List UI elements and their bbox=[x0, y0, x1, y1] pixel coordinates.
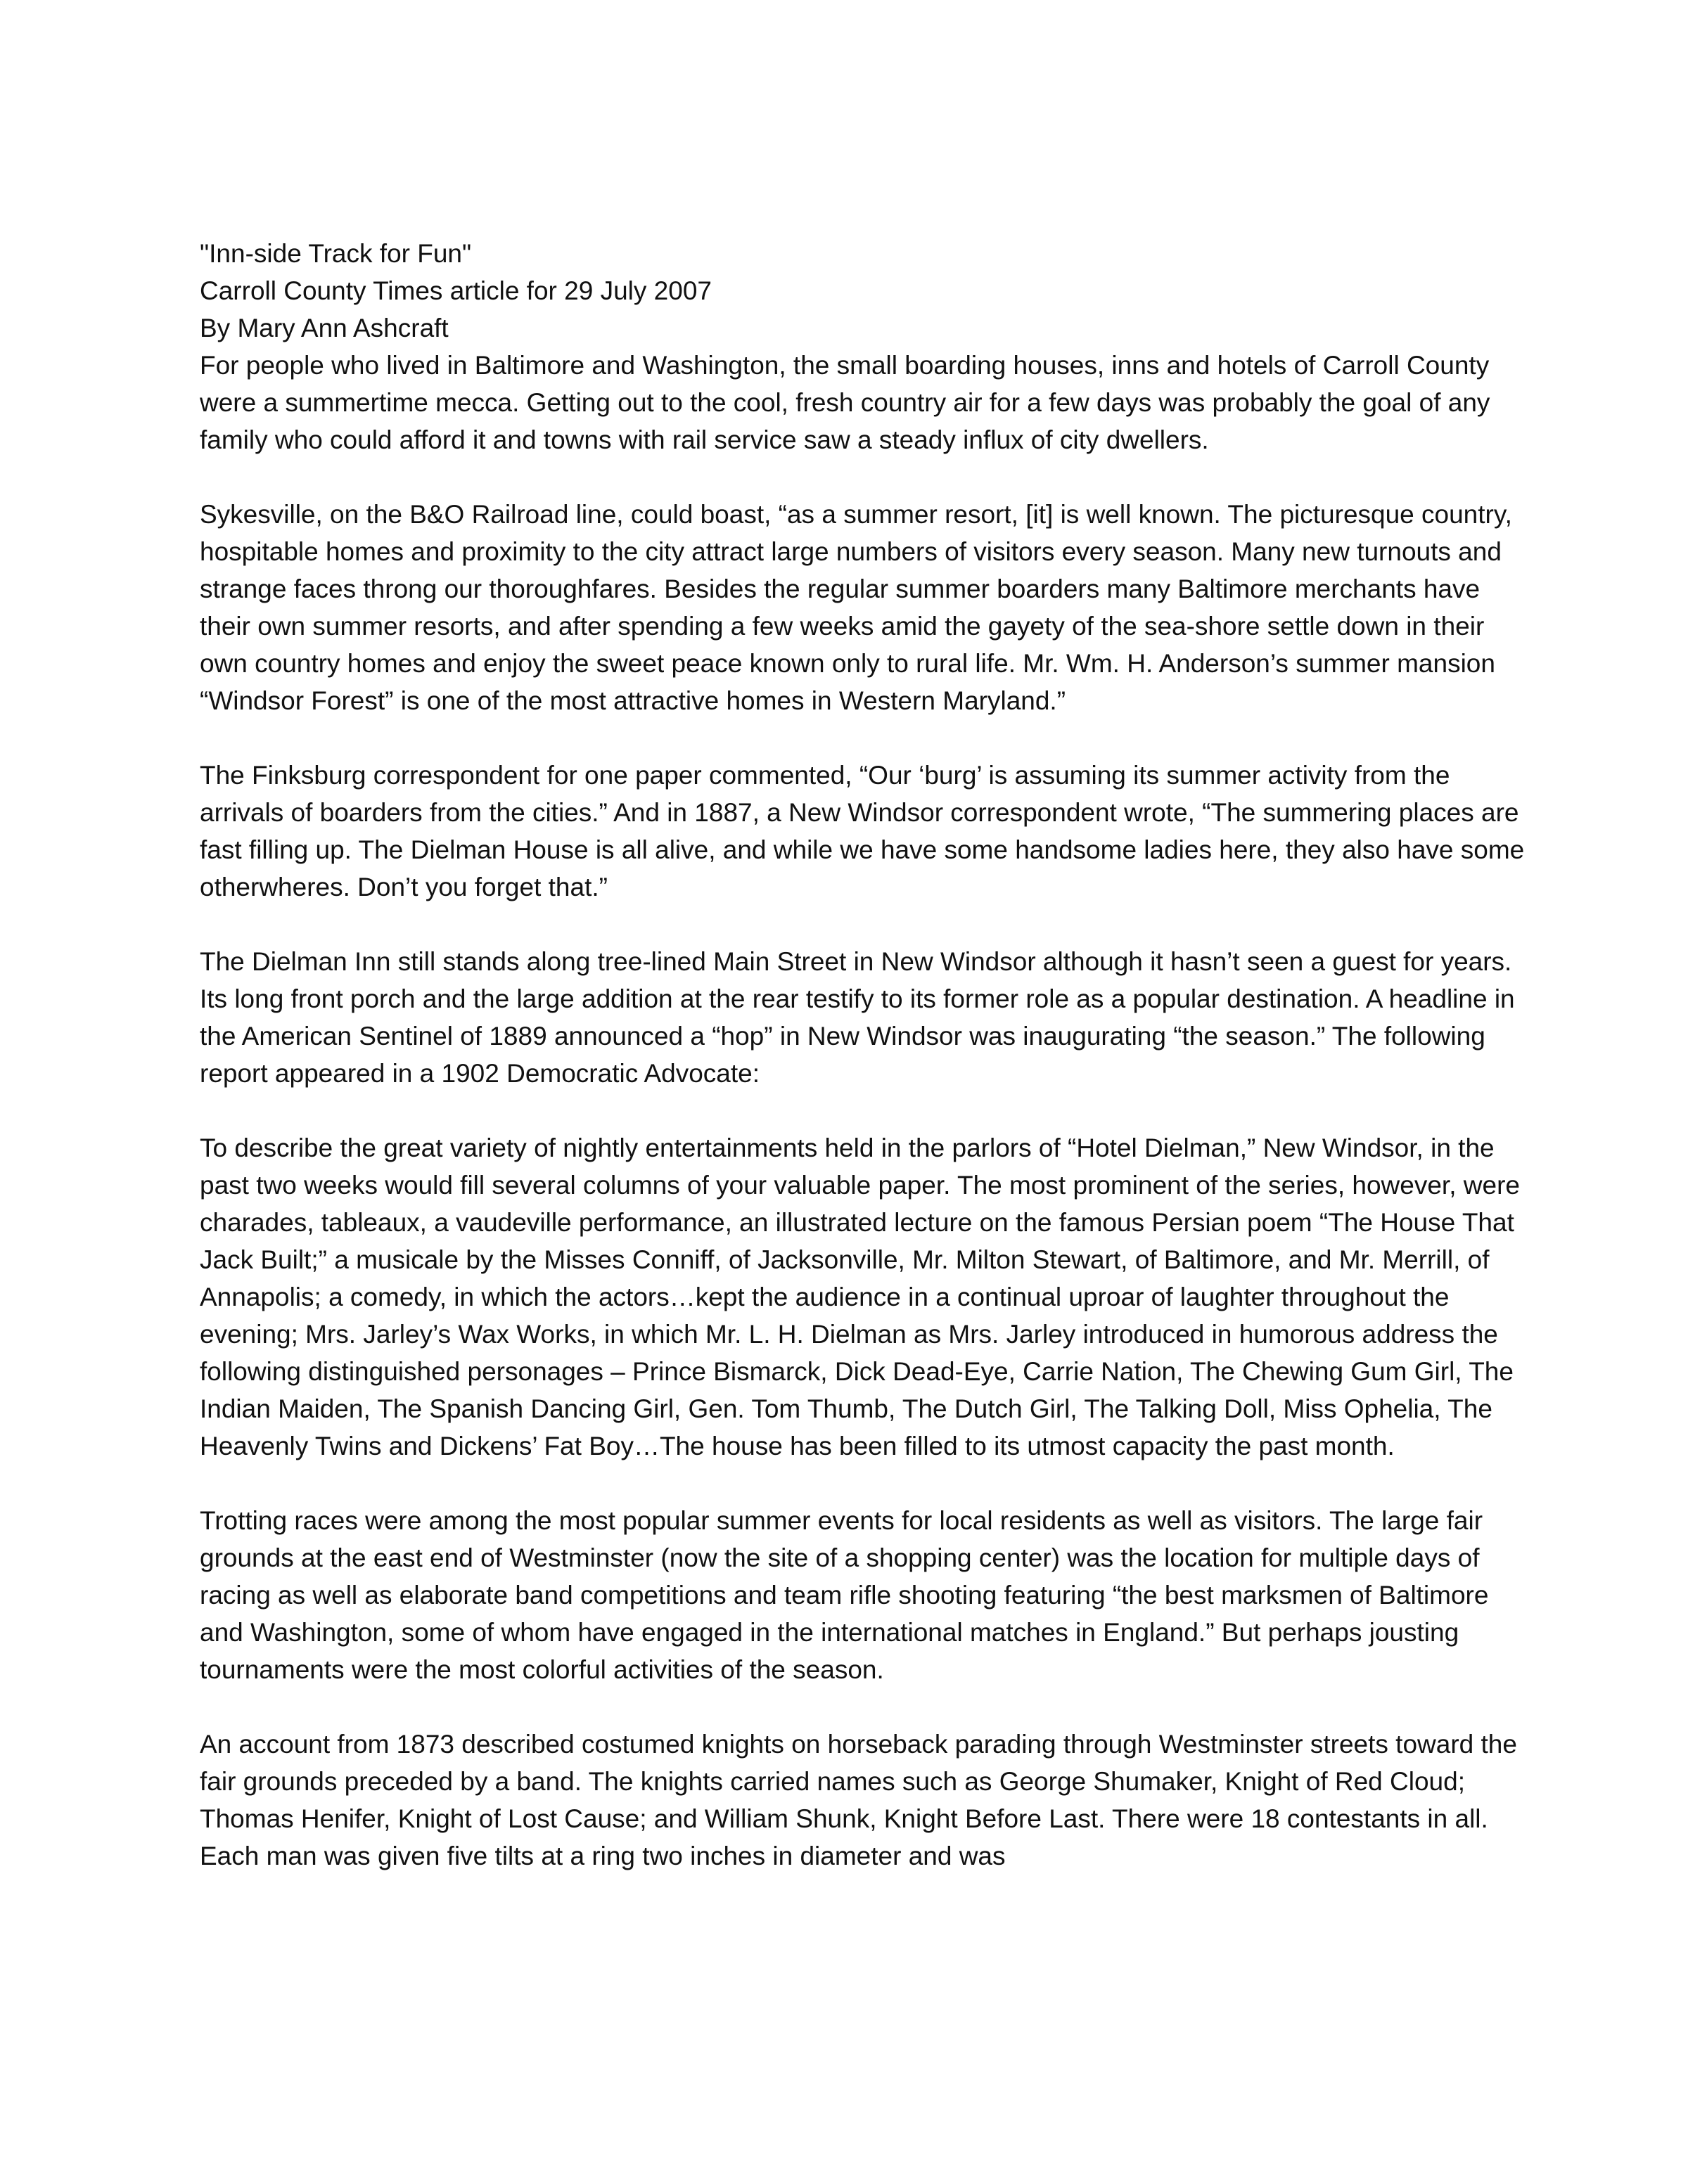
article-body bbox=[200, 235, 1536, 1875]
paragraph-dielman-inn: The Dielman Inn still stands along tree-lined Main Street in New Windsor although it hasn’t seen a guest for years. Its long front porch and the large addition at the rear testify to its former role as a popular destination. A headline in the American Sentinel of 1889 announced a “hop” in New Windsor was inaugurating “the season.” The following report appeared in a 1902 Democratic Advocate: bbox=[200, 947, 1515, 1088]
paragraph-jousting-account: An account from 1873 described costumed knights on horseback parading through Westminster streets toward the fair grounds preceded by a band. The knights carried names such as George Shumaker, Knight of Red Cloud; Thomas Henifer, Knight of Lost Cause; and William Shunk, Knight Before Last. There were 18 contestants in all. Each man was given five tilts at a ring two inches in diameter and was bbox=[200, 1730, 1517, 1870]
article-byline: By Mary Ann Ashcraft bbox=[200, 314, 449, 342]
paragraph-quoted-report: To describe the great variety of nightly entertainments held in the parlors of “Hotel Dielman,” New Windsor, in the past two weeks would fill several columns of your valuable paper. The most prominent of the series, however, were charades, tableaux, a vaudeville performance, an illustrated lecture on the famous Persian poem “The House That Jack Built;” a musicale by the Misses Conniff, of Jacksonville, Mr. Milton Stewart, of Baltimore, and Mr. Merrill, of Annapolis; a comedy, in which the actors…kept the audience in a continual uproar of laughter throughout the evening; Mrs. Jarley’s Wax Works, in which Mr. L. H. Dielman as Mrs. Jarley introduced in humorous address the following distinguished personages – Prince Bismarck, Dick Dead-Eye, Carrie Nation, The Chewing Gum Girl, The Indian Maiden, The Spanish Dancing Girl, Gen. Tom Thumb, The Dutch Girl, The Talking Doll, Miss Ophelia, The Heavenly Twins and Dickens’ Fat Boy…The house has been filled to its utmost capacity the past month. bbox=[200, 1133, 1520, 1460]
article-title: "Inn-side Track for Fun" bbox=[200, 239, 472, 268]
paragraph-finksburg: The Finksburg correspondent for one paper commented, “Our ‘burg’ is assuming its summer activity from the arrivals of boarders from the cities.” And in 1887, a New Windsor correspondent wrote, “The summering places are fast filling up. The Dielman House is all alive, and while we have some handsome ladies here, they also have some otherwheres. Don’t you forget that.” bbox=[200, 761, 1525, 901]
paragraph-trotting-races: Trotting races were among the most popular summer events for local residents as well as visitors. The large fair grounds at the east end of Westminster (now the site of a shopping center) was the location for multiple days of racing as well as elaborate band competitions and team rifle shooting featuring “the best marksmen of Baltimore and Washington, some of whom have engaged in the international matches in England.” But perhaps jousting tournaments were the most colorful activities of the season. bbox=[200, 1506, 1489, 1684]
paragraph-sykesville: Sykesville, on the B&O Railroad line, could boast, “as a summer resort, [it] is well known. The picturesque country, hospitable homes and proximity to the city attract large numbers of visitors every season. Many new turnouts and strange faces throng our thoroughfares. Besides the regular summer boarders many Baltimore merchants have their own summer resorts, and after spending a few weeks amid the gayety of the sea-shore settle down in their own country homes and enjoy the sweet peace known only to rural life. Mr. Wm. H. Anderson’s summer mansion “Windsor Forest” is one of the most attractive homes in Western Maryland.” bbox=[200, 500, 1512, 715]
article-source-line: Carroll County Times article for 29 July 2007 bbox=[200, 276, 712, 305]
paragraph-intro: For people who lived in Baltimore and Washington, the small boarding houses, inns and hotels of Carroll County were a summertime mecca. Getting out to the cool, fresh country air for a few days was probably the goal of any family who could afford it and towns with rail service saw a steady influx of city dwellers. bbox=[200, 351, 1490, 454]
